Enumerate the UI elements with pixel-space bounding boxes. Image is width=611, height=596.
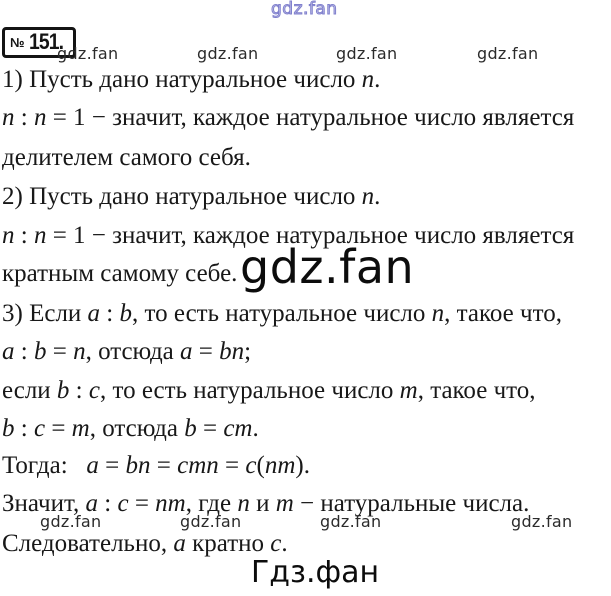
math-var: b (2, 415, 15, 442)
watermark-top-1: gdz.fan (57, 44, 119, 63)
watermark-top-4: gdz.fan (477, 44, 539, 63)
watermark-top-3: gdz.fan (336, 44, 398, 63)
text-segment: . (374, 66, 381, 93)
text-segment: = (196, 415, 224, 442)
math-var: cm (223, 415, 253, 442)
math-var: b (33, 338, 47, 365)
text-segment: = (45, 415, 72, 442)
text-segment: = 1 − значит, каждое натуральное число является (46, 104, 575, 131)
text-segment: ; (244, 338, 252, 365)
text-segment: Следовательно, (2, 530, 174, 557)
watermark-bottom-4: gdz.fan (511, 512, 573, 531)
text-segment: . (374, 183, 381, 210)
math-var: a (85, 490, 98, 517)
text-segment: , отсюда (89, 415, 185, 442)
math-var: n (73, 338, 86, 365)
solution-line-7 (2, 301, 562, 326)
math-var: n (431, 300, 445, 327)
math-var: bn (219, 338, 245, 365)
math-var: b (56, 377, 70, 404)
math-var: a (86, 452, 99, 479)
math-var: c (117, 490, 129, 517)
text-segment: : (14, 222, 34, 249)
text-segment: . (252, 415, 259, 442)
text-segment: = (218, 452, 246, 479)
watermark-bottom-2: gdz.fan (180, 512, 242, 531)
solution-line-3 (2, 145, 251, 170)
text-segment: и (249, 490, 276, 517)
math-var: a (2, 338, 15, 365)
watermark-big-center: gdz.fan (240, 240, 415, 294)
text-segment: = (46, 338, 74, 365)
math-var: cmn (177, 452, 219, 479)
math-var: c (270, 530, 282, 557)
text-segment: , отсюда (85, 338, 181, 365)
text-segment: − натуральные числа. (293, 490, 530, 517)
math-var: n (33, 222, 47, 249)
solution-line-2 (2, 105, 574, 130)
math-var: m (399, 377, 418, 404)
solution-line-4 (2, 184, 380, 209)
text-segment: = (150, 452, 178, 479)
text-segment: , такое что, (417, 377, 536, 404)
text-segment: кратно (185, 530, 271, 557)
math-var: n (361, 183, 375, 210)
text-segment: = (128, 490, 156, 517)
site-logo: Гдз.фан (251, 555, 380, 590)
text-segment: : (69, 377, 89, 404)
math-var: c (245, 452, 257, 479)
solution-line-11 (2, 453, 310, 478)
text-segment: Значит, (2, 490, 86, 517)
text-segment: , где (185, 490, 238, 517)
solution-line-10 (2, 416, 259, 441)
math-var: bn (125, 452, 151, 479)
text-segment: = (98, 452, 126, 479)
text-segment: ( (256, 452, 265, 479)
solution-line-8 (2, 339, 251, 364)
math-var: n (361, 66, 375, 93)
math-var: c (33, 415, 46, 442)
text-segment: , то есть натуральное число (99, 377, 400, 404)
text-segment: Тогда: (2, 452, 87, 479)
solution-line-6 (2, 261, 237, 286)
math-var: n (2, 104, 15, 131)
solution-line-1 (2, 67, 380, 92)
text-segment: : (14, 338, 34, 365)
text-segment: . (281, 530, 288, 557)
text-segment: : (98, 490, 118, 517)
math-var: m (71, 415, 90, 442)
math-var: c (88, 377, 100, 404)
problem-number: 151. (28, 29, 63, 54)
text-segment: , такое что, (444, 300, 562, 327)
numero-sign: № (10, 34, 25, 50)
text-segment: : (14, 104, 34, 131)
math-var: b (184, 415, 197, 442)
text-segment: 2) Пусть дано натуральное число (2, 183, 362, 210)
math-var: m (275, 490, 294, 517)
text-segment: 1) Пусть дано натуральное число (2, 66, 362, 93)
watermark-bottom-1: gdz.fan (40, 512, 102, 531)
text-segment: : (100, 300, 120, 327)
text-segment: : (14, 415, 34, 442)
watermark-top-2: gdz.fan (197, 44, 259, 63)
text-segment: 3) Если (2, 300, 88, 327)
text-segment: , то есть натуральное число (132, 300, 432, 327)
text-segment: ). (295, 452, 310, 479)
watermark-bottom-3: gdz.fan (320, 512, 382, 531)
text-segment: кратным самому себе. (2, 260, 238, 287)
solution-line-9 (2, 378, 536, 403)
math-var: a (180, 338, 193, 365)
text-segment: делителем самого себя. (2, 144, 251, 171)
math-var: nm (155, 490, 186, 517)
watermark-top-outlined: gdz.fan (271, 0, 338, 19)
math-var: a (173, 530, 186, 557)
math-var: n (2, 222, 15, 249)
solution-line-13 (2, 531, 288, 556)
math-var: a (87, 300, 101, 327)
math-var: n (33, 104, 47, 131)
math-var: nm (264, 452, 296, 479)
math-var: n (237, 490, 250, 517)
text-segment: = 1 − значит, каждое натуральное число является (46, 222, 575, 249)
text-segment: если (2, 377, 57, 404)
math-var: b (119, 300, 132, 327)
text-segment: = (192, 338, 220, 365)
